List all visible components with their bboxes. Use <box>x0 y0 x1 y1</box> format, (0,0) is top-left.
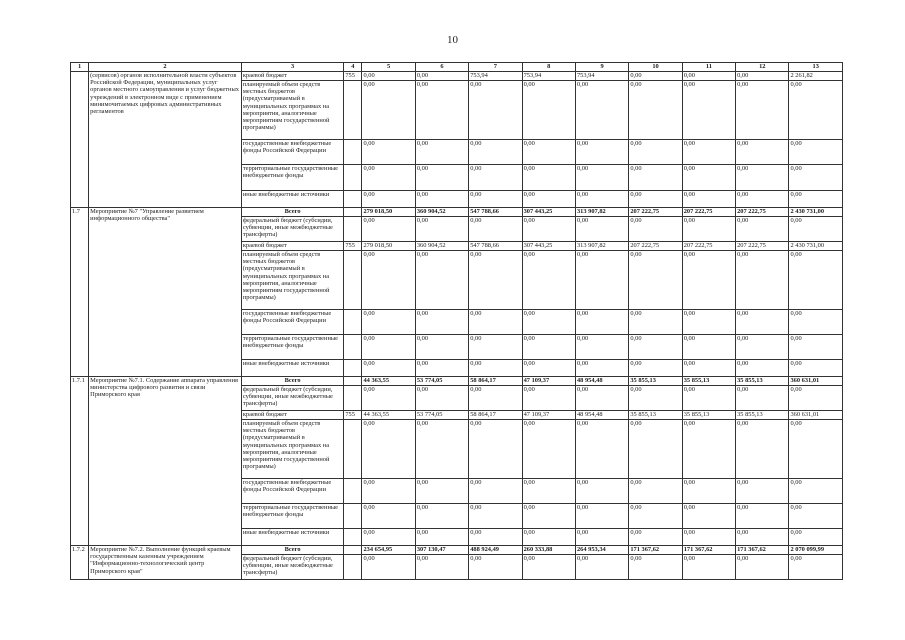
funding-source: федеральный бюджет (субсидии, субвенции, иные межбюджетные трансферты) <box>241 555 344 580</box>
funding-source: иные внебюджетные источники <box>241 529 344 546</box>
amount-cell: 0,00 <box>789 555 843 580</box>
amount-cell: 0,00 <box>789 420 843 479</box>
amount-cell: 0,00 <box>736 140 789 165</box>
amount-cell: 0,00 <box>362 504 415 529</box>
amount-cell: 0,00 <box>469 251 522 310</box>
amount-cell: 0,00 <box>629 504 682 529</box>
amount-cell: 58 864,17 <box>469 411 522 420</box>
amount-cell: 0,00 <box>522 335 575 360</box>
amount-cell: 0,00 <box>682 420 735 479</box>
amount-cell: 35 855,13 <box>682 411 735 420</box>
amount-cell: 0,00 <box>469 310 522 335</box>
budget-code <box>344 81 362 140</box>
amount-cell: 0,00 <box>522 555 575 580</box>
amount-cell: 207 222,75 <box>629 242 682 251</box>
amount-cell: 0,00 <box>415 335 468 360</box>
budget-code <box>344 310 362 335</box>
amount-cell: 0,00 <box>522 360 575 377</box>
amount-cell: 0,00 <box>415 310 468 335</box>
amount-cell: 0,00 <box>362 335 415 360</box>
amount-cell: 0,00 <box>789 81 843 140</box>
amount-cell: 0,00 <box>789 386 843 411</box>
amount-cell: 360 904,52 <box>415 242 468 251</box>
amount-cell: 260 333,88 <box>522 546 575 555</box>
amount-cell: 0,00 <box>362 165 415 191</box>
amount-cell: 0,00 <box>469 165 522 191</box>
amount-cell: 0,00 <box>415 529 468 546</box>
activity-name: (сервисов) органов исполнительной власти субъектов Российской Федерации, муниципальных услуг органов местного самоуправления и услуг бюджетных учреждений в электронном виде с применением минимочитаемых цифровых административных регламентов <box>89 72 242 208</box>
amount-cell: 171 367,62 <box>682 546 735 555</box>
amount-cell: 313 907,82 <box>575 208 628 217</box>
funding-source: краевой бюджет <box>241 411 344 420</box>
amount-cell: 171 367,62 <box>736 546 789 555</box>
amount-cell: 264 953,34 <box>575 546 628 555</box>
budget-code: 755 <box>344 411 362 420</box>
amount-cell: 0,00 <box>789 217 843 242</box>
header-cell: 7 <box>469 63 522 72</box>
header-cell: 5 <box>362 63 415 72</box>
amount-cell: 0,00 <box>362 251 415 310</box>
funding-source: краевой бюджет <box>241 72 344 81</box>
amount-cell: 47 109,37 <box>522 411 575 420</box>
budget-code <box>344 529 362 546</box>
amount-cell: 0,00 <box>736 386 789 411</box>
amount-cell: 0,00 <box>629 310 682 335</box>
funding-source: территориальные государственные внебюджетные фонды <box>241 504 344 529</box>
amount-cell: 0,00 <box>469 140 522 165</box>
amount-cell: 0,00 <box>682 504 735 529</box>
budget-code <box>344 504 362 529</box>
amount-cell: 44 363,55 <box>362 377 415 386</box>
amount-cell: 279 018,50 <box>362 208 415 217</box>
amount-cell: 547 788,66 <box>469 208 522 217</box>
amount-cell: 0,00 <box>575 165 628 191</box>
amount-cell: 0,00 <box>575 504 628 529</box>
amount-cell: 44 363,55 <box>362 411 415 420</box>
amount-cell: 0,00 <box>415 555 468 580</box>
amount-cell: 48 954,48 <box>575 411 628 420</box>
amount-cell: 35 855,13 <box>629 377 682 386</box>
funding-source: планируемый объем средств местных бюджетов (предусматриваемый в муниципальных программах на мероприятия, аналогичные мероприятиям государственной программы) <box>241 251 344 310</box>
amount-cell: 0,00 <box>522 504 575 529</box>
amount-cell: 0,00 <box>469 335 522 360</box>
header-cell: 12 <box>736 63 789 72</box>
amount-cell: 0,00 <box>736 420 789 479</box>
amount-cell: 0,00 <box>736 504 789 529</box>
amount-cell: 0,00 <box>789 251 843 310</box>
amount-cell: 0,00 <box>415 165 468 191</box>
amount-cell: 0,00 <box>522 420 575 479</box>
amount-cell: 0,00 <box>575 479 628 504</box>
amount-cell: 0,00 <box>469 217 522 242</box>
header-cell: 6 <box>415 63 468 72</box>
amount-cell: 0,00 <box>575 420 628 479</box>
amount-cell: 0,00 <box>682 251 735 310</box>
amount-cell: 35 855,13 <box>736 377 789 386</box>
activity-number: 1.7.2 <box>71 546 89 580</box>
amount-cell: 0,00 <box>469 191 522 208</box>
amount-cell: 0,00 <box>682 360 735 377</box>
amount-cell: 0,00 <box>575 360 628 377</box>
amount-cell: 0,00 <box>575 310 628 335</box>
amount-cell: 0,00 <box>736 72 789 81</box>
amount-cell: 0,00 <box>629 251 682 310</box>
amount-cell: 0,00 <box>629 217 682 242</box>
amount-cell: 0,00 <box>682 335 735 360</box>
amount-cell: 0,00 <box>682 165 735 191</box>
budget-code <box>344 377 362 386</box>
amount-cell: 0,00 <box>629 165 682 191</box>
amount-cell: 0,00 <box>682 72 735 81</box>
amount-cell: 35 855,13 <box>736 411 789 420</box>
amount-cell: 0,00 <box>575 140 628 165</box>
header-row <box>71 63 843 72</box>
amount-cell: 0,00 <box>415 360 468 377</box>
budget-code <box>344 251 362 310</box>
amount-cell: 0,00 <box>522 191 575 208</box>
amount-cell: 0,00 <box>789 140 843 165</box>
amount-cell: 171 367,62 <box>629 546 682 555</box>
amount-cell: 0,00 <box>629 360 682 377</box>
amount-cell: 279 018,50 <box>362 242 415 251</box>
amount-cell: 0,00 <box>362 479 415 504</box>
amount-cell: 0,00 <box>415 217 468 242</box>
budget-code: 755 <box>344 72 362 81</box>
amount-cell: 0,00 <box>522 310 575 335</box>
funding-source: Всего <box>241 208 344 217</box>
amount-cell: 0,00 <box>415 191 468 208</box>
amount-cell: 0,00 <box>789 191 843 208</box>
amount-cell: 753,94 <box>575 72 628 81</box>
amount-cell: 0,00 <box>362 140 415 165</box>
amount-cell: 0,00 <box>415 72 468 81</box>
amount-cell: 0,00 <box>736 360 789 377</box>
amount-cell: 307 130,47 <box>415 546 468 555</box>
amount-cell: 0,00 <box>789 504 843 529</box>
funding-source: государственные внебюджетные фонды Российской Федерации <box>241 140 344 165</box>
amount-cell: 488 924,49 <box>469 546 522 555</box>
amount-cell: 0,00 <box>522 165 575 191</box>
amount-cell: 0,00 <box>682 81 735 140</box>
amount-cell: 0,00 <box>362 217 415 242</box>
funding-source: государственные внебюджетные фонды Российской Федерации <box>241 310 344 335</box>
amount-cell: 0,00 <box>682 140 735 165</box>
amount-cell: 0,00 <box>362 555 415 580</box>
header-cell: 8 <box>522 63 575 72</box>
amount-cell: 0,00 <box>629 81 682 140</box>
amount-cell: 0,00 <box>575 529 628 546</box>
funding-source: планируемый объем средств местных бюджетов (предусматриваемый в муниципальных программах на мероприятия, аналогичные мероприятиям государственной программы) <box>241 420 344 479</box>
amount-cell: 0,00 <box>682 479 735 504</box>
header-cell: 3 <box>241 63 344 72</box>
table-row <box>71 72 843 81</box>
amount-cell: 0,00 <box>682 310 735 335</box>
amount-cell: 0,00 <box>415 479 468 504</box>
amount-cell: 0,00 <box>522 81 575 140</box>
amount-cell: 0,00 <box>415 251 468 310</box>
amount-cell: 0,00 <box>736 81 789 140</box>
amount-cell: 0,00 <box>789 479 843 504</box>
amount-cell: 2 070 099,99 <box>789 546 843 555</box>
amount-cell: 207 222,75 <box>629 208 682 217</box>
header-cell: 9 <box>575 63 628 72</box>
budget-code <box>344 420 362 479</box>
budget-code <box>344 555 362 580</box>
amount-cell: 0,00 <box>736 555 789 580</box>
amount-cell: 360 904,52 <box>415 208 468 217</box>
amount-cell: 58 864,17 <box>469 377 522 386</box>
funding-source: планируемый объем средств местных бюджетов (предусматриваемый в муниципальных программах на мероприятия, аналогичные мероприятиям государственной программы) <box>241 81 344 140</box>
amount-cell: 0,00 <box>736 479 789 504</box>
amount-cell: 0,00 <box>629 529 682 546</box>
amount-cell: 0,00 <box>789 360 843 377</box>
budget-code <box>344 335 362 360</box>
funding-source: Всего <box>241 377 344 386</box>
amount-cell: 753,94 <box>469 72 522 81</box>
amount-cell: 0,00 <box>629 335 682 360</box>
amount-cell: 35 855,13 <box>629 411 682 420</box>
amount-cell: 0,00 <box>522 529 575 546</box>
header-cell: 13 <box>789 63 843 72</box>
amount-cell: 0,00 <box>736 165 789 191</box>
page-number: 10 <box>447 34 458 46</box>
budget-code <box>344 386 362 411</box>
amount-cell: 0,00 <box>682 386 735 411</box>
amount-cell: 0,00 <box>575 251 628 310</box>
table-row <box>71 208 843 217</box>
amount-cell: 0,00 <box>575 335 628 360</box>
amount-cell: 0,00 <box>789 335 843 360</box>
amount-cell: 0,00 <box>362 72 415 81</box>
amount-cell: 0,00 <box>415 420 468 479</box>
funding-source: государственные внебюджетные фонды Российской Федерации <box>241 479 344 504</box>
amount-cell: 0,00 <box>362 360 415 377</box>
amount-cell: 2 430 731,00 <box>789 208 843 217</box>
table-row <box>71 377 843 386</box>
amount-cell: 207 222,75 <box>682 242 735 251</box>
amount-cell: 0,00 <box>415 386 468 411</box>
amount-cell: 0,00 <box>789 529 843 546</box>
amount-cell: 0,00 <box>415 81 468 140</box>
table-row <box>71 546 843 555</box>
amount-cell: 0,00 <box>415 504 468 529</box>
amount-cell: 0,00 <box>362 191 415 208</box>
amount-cell: 360 631,01 <box>789 411 843 420</box>
amount-cell: 0,00 <box>682 217 735 242</box>
amount-cell: 0,00 <box>469 555 522 580</box>
funding-source: Всего <box>241 546 344 555</box>
funding-source: территориальные государственные внебюджетные фонды <box>241 165 344 191</box>
amount-cell: 0,00 <box>469 529 522 546</box>
budget-code <box>344 208 362 217</box>
budget-code <box>344 140 362 165</box>
header-cell: 11 <box>682 63 735 72</box>
amount-cell: 0,00 <box>629 479 682 504</box>
amount-cell: 0,00 <box>629 420 682 479</box>
amount-cell: 234 654,95 <box>362 546 415 555</box>
amount-cell: 0,00 <box>362 420 415 479</box>
amount-cell: 0,00 <box>629 386 682 411</box>
amount-cell: 0,00 <box>362 529 415 546</box>
amount-cell: 0,00 <box>522 479 575 504</box>
activity-name: Мероприятие №7.1. Содержание аппарата управления министерства цифрового развития и связи Приморского края <box>89 377 242 546</box>
amount-cell: 0,00 <box>629 191 682 208</box>
amount-cell: 0,00 <box>362 310 415 335</box>
funding-source: территориальные государственные внебюджетные фонды <box>241 335 344 360</box>
amount-cell: 0,00 <box>736 251 789 310</box>
amount-cell: 0,00 <box>736 529 789 546</box>
amount-cell: 0,00 <box>575 555 628 580</box>
amount-cell: 0,00 <box>682 555 735 580</box>
amount-cell: 0,00 <box>469 504 522 529</box>
amount-cell: 0,00 <box>362 386 415 411</box>
amount-cell: 0,00 <box>522 251 575 310</box>
budget-code <box>344 217 362 242</box>
amount-cell: 0,00 <box>469 386 522 411</box>
amount-cell: 360 631,01 <box>789 377 843 386</box>
amount-cell: 0,00 <box>629 555 682 580</box>
funding-source: краевой бюджет <box>241 242 344 251</box>
amount-cell: 0,00 <box>469 420 522 479</box>
amount-cell: 0,00 <box>522 217 575 242</box>
budget-code <box>344 546 362 555</box>
budget-table <box>70 62 843 580</box>
amount-cell: 0,00 <box>629 72 682 81</box>
funding-source: иные внебюджетные источники <box>241 360 344 377</box>
amount-cell: 0,00 <box>736 191 789 208</box>
budget-code <box>344 479 362 504</box>
amount-cell: 0,00 <box>522 140 575 165</box>
amount-cell: 2 430 731,00 <box>789 242 843 251</box>
amount-cell: 0,00 <box>522 386 575 411</box>
budget-code <box>344 191 362 208</box>
amount-cell: 307 443,25 <box>522 208 575 217</box>
amount-cell: 0,00 <box>629 140 682 165</box>
activity-number: 1.7.1 <box>71 377 89 546</box>
amount-cell: 35 855,13 <box>682 377 735 386</box>
amount-cell: 0,00 <box>736 217 789 242</box>
amount-cell: 48 954,48 <box>575 377 628 386</box>
amount-cell: 207 222,75 <box>682 208 735 217</box>
amount-cell: 0,00 <box>789 310 843 335</box>
amount-cell: 0,00 <box>362 81 415 140</box>
amount-cell: 0,00 <box>682 529 735 546</box>
amount-cell: 53 774,05 <box>415 411 468 420</box>
activity-number: 1.7 <box>71 208 89 377</box>
amount-cell: 753,94 <box>522 72 575 81</box>
amount-cell: 0,00 <box>575 386 628 411</box>
amount-cell: 0,00 <box>415 140 468 165</box>
amount-cell: 0,00 <box>682 191 735 208</box>
amount-cell: 0,00 <box>789 165 843 191</box>
funding-source: иные внебюджетные источники <box>241 191 344 208</box>
activity-name: Мероприятие №7.2. Выполнение функций краевым государственным казенным учреждением "Информационно-технологический центр Приморского края" <box>89 546 242 580</box>
amount-cell: 0,00 <box>469 479 522 504</box>
amount-cell: 307 443,25 <box>522 242 575 251</box>
amount-cell: 0,00 <box>575 81 628 140</box>
amount-cell: 207 222,75 <box>736 242 789 251</box>
amount-cell: 547 788,66 <box>469 242 522 251</box>
amount-cell: 2 261,82 <box>789 72 843 81</box>
activity-number <box>71 72 89 208</box>
amount-cell: 313 907,82 <box>575 242 628 251</box>
header-cell: 1 <box>71 63 89 72</box>
budget-code <box>344 360 362 377</box>
budget-code <box>344 165 362 191</box>
budget-code: 755 <box>344 242 362 251</box>
amount-cell: 0,00 <box>575 217 628 242</box>
amount-cell: 47 109,37 <box>522 377 575 386</box>
amount-cell: 0,00 <box>575 191 628 208</box>
amount-cell: 0,00 <box>469 360 522 377</box>
funding-source: федеральный бюджет (субсидии, субвенции, иные межбюджетные трансферты) <box>241 386 344 411</box>
amount-cell: 0,00 <box>469 81 522 140</box>
header-cell: 10 <box>629 63 682 72</box>
amount-cell: 53 774,05 <box>415 377 468 386</box>
amount-cell: 0,00 <box>736 335 789 360</box>
header-cell: 4 <box>344 63 362 72</box>
header-cell: 2 <box>89 63 242 72</box>
amount-cell: 207 222,75 <box>736 208 789 217</box>
funding-source: федеральный бюджет (субсидии, субвенции, иные межбюджетные трансферты) <box>241 217 344 242</box>
amount-cell: 0,00 <box>736 310 789 335</box>
activity-name: Мероприятие №7 "Управление развитием информационного общества" <box>89 208 242 377</box>
